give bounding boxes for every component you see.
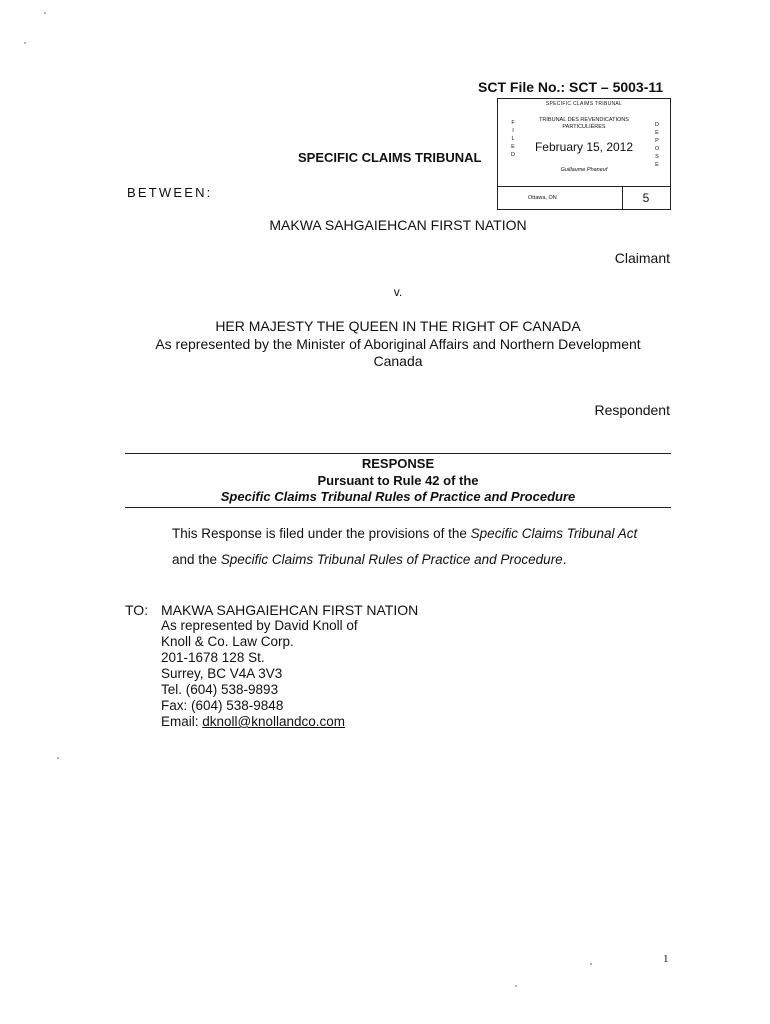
stamp-date: February 15, 2012 bbox=[534, 140, 634, 154]
claimant-name: MAKWA SAHGAIEHCAN FIRST NATION bbox=[269, 217, 527, 233]
act-title: Specific Claims Tribunal Act bbox=[470, 526, 638, 541]
response-subtitle: Pursuant to Rule 42 of the bbox=[317, 473, 479, 488]
stamp-place: Ottawa, ON bbox=[528, 195, 557, 201]
scan-speck bbox=[590, 963, 592, 965]
recipient-tel: Tel. (604) 538-9893 bbox=[161, 682, 279, 697]
recipient-address2: Surrey, BC V4A 3V3 bbox=[161, 666, 283, 681]
recipient-rep: As represented by David Knoll of bbox=[161, 618, 358, 633]
recipient-email-line: Email: dknoll@knollandco.com bbox=[161, 714, 346, 729]
stamp-divider bbox=[498, 186, 670, 187]
between-label: BETWEEN: bbox=[127, 185, 213, 200]
stamp-filed-letters: F I L E D bbox=[511, 120, 515, 158]
respondent-rep-line1: As represented by the Minister of Aboriginal Affairs and Northern Development bbox=[155, 336, 641, 352]
stamp-tribunal-fr-line1: TRIBUNAL DES REVENDICATIONS bbox=[539, 117, 629, 123]
stamp-doc-number: 5 bbox=[642, 191, 650, 205]
response-title: RESPONSE bbox=[361, 456, 435, 471]
filing-stamp bbox=[497, 98, 671, 210]
respondent-rep-line2: Canada bbox=[373, 353, 423, 369]
tribunal-name: SPECIFIC CLAIMS TRIBUNAL bbox=[298, 150, 482, 165]
scan-speck bbox=[44, 12, 46, 14]
intro-line1: This Response is filed under the provisions of the Specific Claims Tribunal Act bbox=[172, 526, 638, 541]
recipient-address1: 201-1678 128 St. bbox=[161, 650, 265, 665]
stamp-depose-letters: D É P O S É bbox=[654, 122, 660, 168]
scan-speck bbox=[57, 757, 59, 759]
recipient-block bbox=[161, 602, 418, 730]
claimant-label: Claimant bbox=[614, 250, 670, 266]
bottom-rule bbox=[125, 507, 671, 508]
intro-line2: and the Specific Claims Tribunal Rules of Practice and Procedure. bbox=[172, 552, 567, 567]
respondent-label: Respondent bbox=[594, 402, 670, 418]
recipient-email-link[interactable]: dknoll@knollandco.com bbox=[202, 714, 346, 729]
stamp-signatory: Guillaume Phaneuf bbox=[560, 167, 608, 173]
recipient-name: MAKWA SAHGAIEHCAN FIRST NATION bbox=[161, 602, 419, 618]
rules-title: Specific Claims Tribunal Rules of Practice and Procedure bbox=[220, 552, 563, 567]
recipient-firm: Knoll & Co. Law Corp. bbox=[161, 634, 294, 649]
file-number: SCT File No.: SCT – 5003-11 bbox=[478, 79, 664, 95]
top-rule bbox=[125, 453, 671, 454]
scan-speck bbox=[515, 985, 517, 987]
stamp-tribunal-en: SPECIFIC CLAIMS TRIBUNAL bbox=[545, 101, 623, 107]
versus: v. bbox=[393, 285, 403, 299]
stamp-tribunal-fr-line2: PARTICULIÈRES bbox=[562, 124, 606, 130]
respondent-name: HER MAJESTY THE QUEEN IN THE RIGHT OF CANADA bbox=[215, 318, 581, 334]
response-rules-title: Specific Claims Tribunal Rules of Practice and Procedure bbox=[220, 489, 576, 504]
stamp-tribunal-fr bbox=[498, 117, 670, 131]
page-number: 1 bbox=[663, 953, 669, 965]
recipient-fax: Fax: (604) 538-9848 bbox=[161, 698, 284, 713]
to-label: TO: bbox=[125, 602, 149, 618]
scan-speck bbox=[24, 42, 26, 44]
